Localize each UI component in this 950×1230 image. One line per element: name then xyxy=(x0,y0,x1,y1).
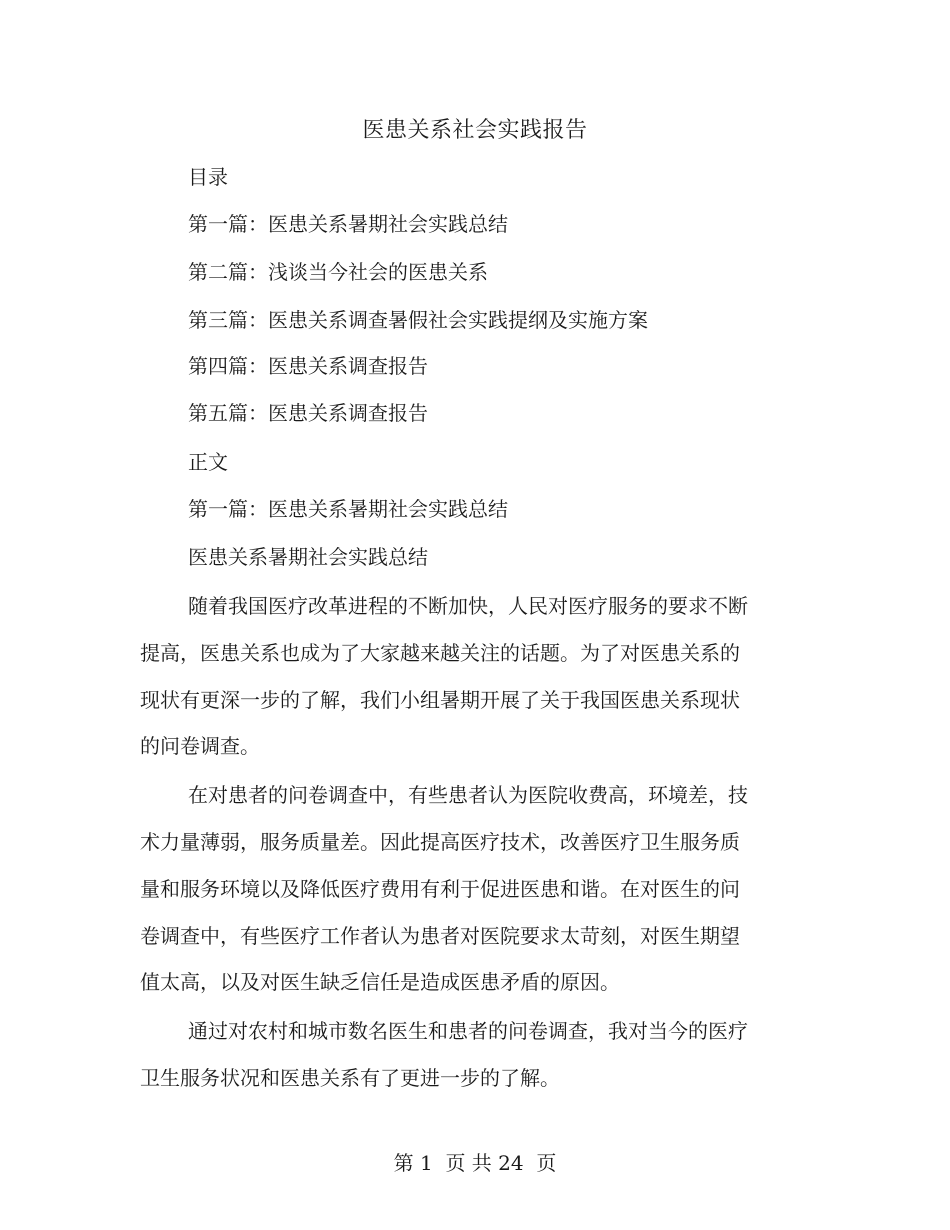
toc-item: 第五篇：医患关系调查报告 xyxy=(188,401,428,425)
section-subtitle: 医患关系暑期社会实践总结 xyxy=(188,545,428,569)
paragraph-line: 在对患者的问卷调查中，有些患者认为医院收费高，环境差，技 xyxy=(188,783,748,807)
toc-item: 第三篇：医患关系调查暑假社会实践提纲及实施方案 xyxy=(188,308,648,332)
toc-item: 第二篇：浅谈当今社会的医患关系 xyxy=(188,260,488,284)
paragraph-line: 提高，医患关系也成为了大家越来越关注的话题。为了对医患关系的 xyxy=(140,641,740,665)
paragraph-line: 术力量薄弱，服务质量差。因此提高医疗技术，改善医疗卫生服务质 xyxy=(140,830,740,854)
body-heading: 正文 xyxy=(188,450,228,474)
paragraph-line: 卷调查中，有些医疗工作者认为患者对医院要求太苛刻，对医生期望 xyxy=(140,924,740,948)
paragraph-line: 卫生服务状况和医患关系有了更进一步的了解。 xyxy=(140,1066,560,1090)
section-heading: 第一篇：医患关系暑期社会实践总结 xyxy=(188,497,508,521)
toc-item: 第一篇：医患关系暑期社会实践总结 xyxy=(188,212,508,236)
toc-heading: 目录 xyxy=(188,165,228,189)
document-title: 医患关系社会实践报告 xyxy=(362,118,588,143)
paragraph-line: 现状有更深一步的了解，我们小组暑期开展了关于我国医患关系现状 xyxy=(140,688,740,712)
page-footer: 第 1 页 共 24 页 xyxy=(393,1151,557,1175)
paragraph-line: 随着我国医疗改革进程的不断加快，人民对医疗服务的要求不断 xyxy=(188,594,748,618)
paragraph-line: 值太高，以及对医生缺乏信任是造成医患矛盾的原因。 xyxy=(140,970,620,994)
paragraph-line: 的问卷调查。 xyxy=(140,734,260,758)
paragraph-line: 通过对农村和城市数名医生和患者的问卷调查，我对当今的医疗 xyxy=(188,1019,748,1043)
paragraph-line: 量和服务环境以及降低医疗费用有利于促进医患和谐。在对医生的问 xyxy=(140,877,740,901)
toc-item: 第四篇：医患关系调查报告 xyxy=(188,354,428,378)
